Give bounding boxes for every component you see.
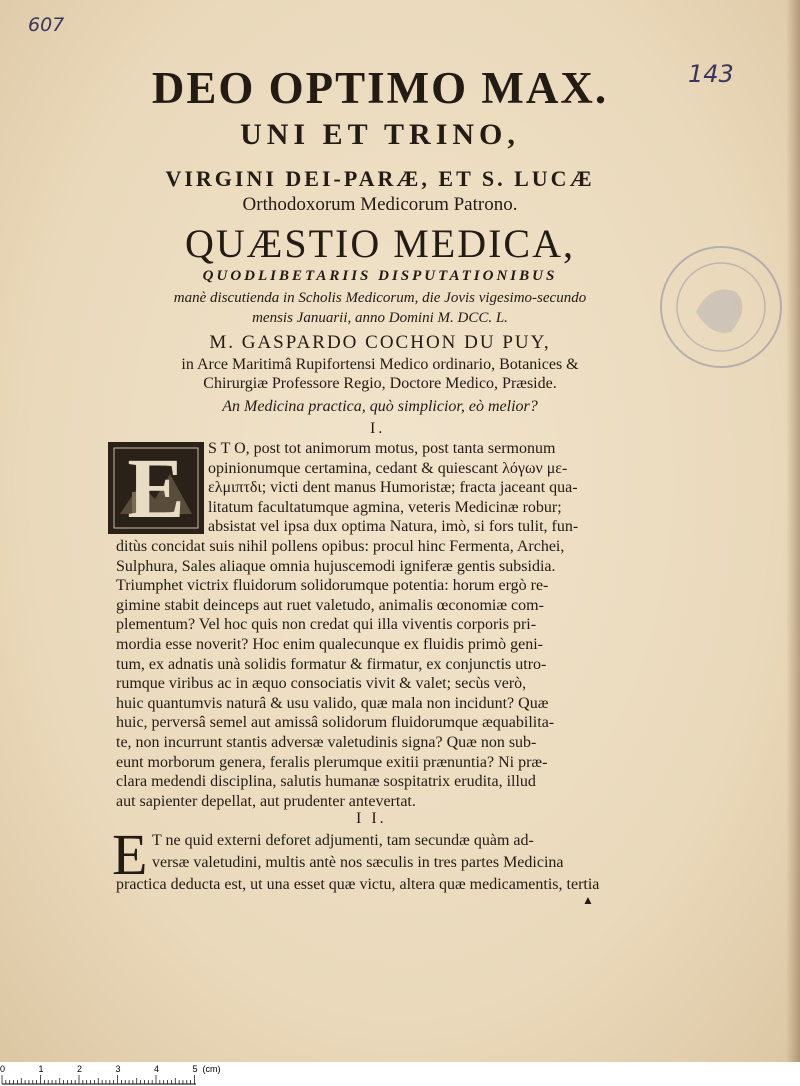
title-line-9: M. GASPARDO COCHON DU PUY,: [209, 332, 551, 353]
ruler-label: 4: [154, 1064, 160, 1074]
title-line-2: UNI ET TRINO,: [240, 118, 520, 151]
title-line-8: mensis Januarii, anno Domini M. DCC. L.: [252, 310, 508, 326]
section-1-line: Triumphet victrix fluidorum solidorumque potentia: horum ergò re-: [116, 577, 549, 595]
question-title: An Medicina practica, quò simplicior, eò melior?: [222, 398, 538, 415]
ruler-unit: (cm): [202, 1064, 221, 1074]
section-1-line: eunt morborum genera, feralis plerumque exitii prænuntia? Ni præ-: [116, 753, 548, 771]
section-1-line: opinionumque certamina, cedant & quiescant λόγων με-: [208, 459, 568, 477]
section-1-line: mordia esse noverit? Hoc enim qualecunque ex fluidis primò geni-: [116, 636, 543, 653]
drop-cap-letter: E: [127, 440, 185, 536]
title-line-3: VIRGINI DEI-PARÆ, ET S. LUCÆ: [165, 166, 595, 191]
title-line-11: Chirurgiæ Professore Regio, Doctore Medico, Præside.: [203, 375, 557, 392]
ruler-label: 5: [192, 1064, 198, 1074]
title-line-5: QUÆSTIO MEDICA,: [185, 221, 575, 266]
section-1-line: ditùs concidat suis nihil pollens opibus: procul hinc Fermenta, Archei,: [116, 538, 565, 555]
section-1-line: absistat vel ipsa dux optima Natura, imò, si fors tulit, fun-: [208, 518, 579, 536]
section-2-line: T ne quid externi deforet adjumenti, tam secundæ quàm ad-: [152, 832, 534, 849]
section-1-line: S T O, post tot animorum motus, post tanta sermonum: [208, 440, 556, 457]
handwritten-page-number-left: 607: [28, 14, 65, 36]
section-1-line: gimine stabit deinceps aut ruet valetudo, animalis œconomiæ com-: [116, 596, 544, 614]
title-line-10: in Arce Maritimâ Rupifortensi Medico ordinario, Botanices &: [181, 356, 579, 373]
drop-cap-letter-2: E: [112, 822, 148, 887]
section-2-line: versæ valetudini, multis antè nos sæculis in tres partes Medicina: [152, 854, 564, 871]
section-numeral-1: I.: [370, 420, 386, 437]
ruler-label: 0: [0, 1064, 6, 1074]
section-1-line: plementum? Vel hoc quis non credat qui illa viventis corporis pri-: [116, 616, 537, 634]
catchword-mark: ▲: [582, 893, 594, 907]
section-1-line: rumque viribus ac in æquo consociatis vivit & valet; secùs verò,: [116, 675, 527, 693]
section-1-line: Sulphura, Sales aliaque omnia hujuscemodi igniferæ gentis subsidia.: [116, 557, 556, 575]
section-1-line: ελμιπτδι; victi dent manus Humoristæ; fracta jaceant qua-: [208, 479, 578, 497]
title-line-4: Orthodoxorum Medicorum Patrono.: [242, 194, 518, 215]
title-line-6: QUODLIBETARIIS DISPUTATIONIBUS: [202, 268, 558, 284]
scale-ruler: [0, 1062, 221, 1086]
illuminated-drop-cap: [108, 442, 204, 534]
title-line-7: manè discutienda in Scholis Medicorum, die Jovis vigesimo-secundo: [173, 290, 587, 306]
section-1-line: huic quantumvis naturâ & usu valido, quæ mala non incidunt? Quæ: [116, 694, 549, 712]
handwritten-page-number-right: 143: [688, 60, 734, 88]
section-1-line: te, non incurrunt stantis adversæ valetudinis signa? Quæ non sub-: [116, 734, 537, 751]
section-1-line: huic, perversâ semel aut amissâ solidorum fluidorumque æquabilita-: [116, 714, 555, 732]
ruler-label: 1: [38, 1064, 44, 1074]
section-numeral-2: I I.: [356, 810, 387, 827]
section-1-line: litatum facultatumque agmina, veteris Medicinæ robur;: [208, 498, 562, 516]
title-line-1: DEO OPTIMO MAX.: [151, 63, 609, 113]
section-1-line: aut sapienter depellat, aut prudenter antevertat.: [116, 792, 416, 810]
section-2-line: practica deducta est, ut una esset quæ victu, altera quæ medicamentis, tertia: [116, 876, 600, 893]
library-stamp-icon: [656, 242, 786, 372]
ruler-label: 2: [77, 1064, 83, 1074]
section-1-line: clara medendi disciplina, salutis humanæ sospitatrix erudita, illud: [116, 773, 536, 791]
ruler-label: 3: [115, 1064, 121, 1074]
section-1-line: tum, ex adnatis unà solidis formatur & firmatur, ex conjunctis utro-: [116, 655, 547, 673]
